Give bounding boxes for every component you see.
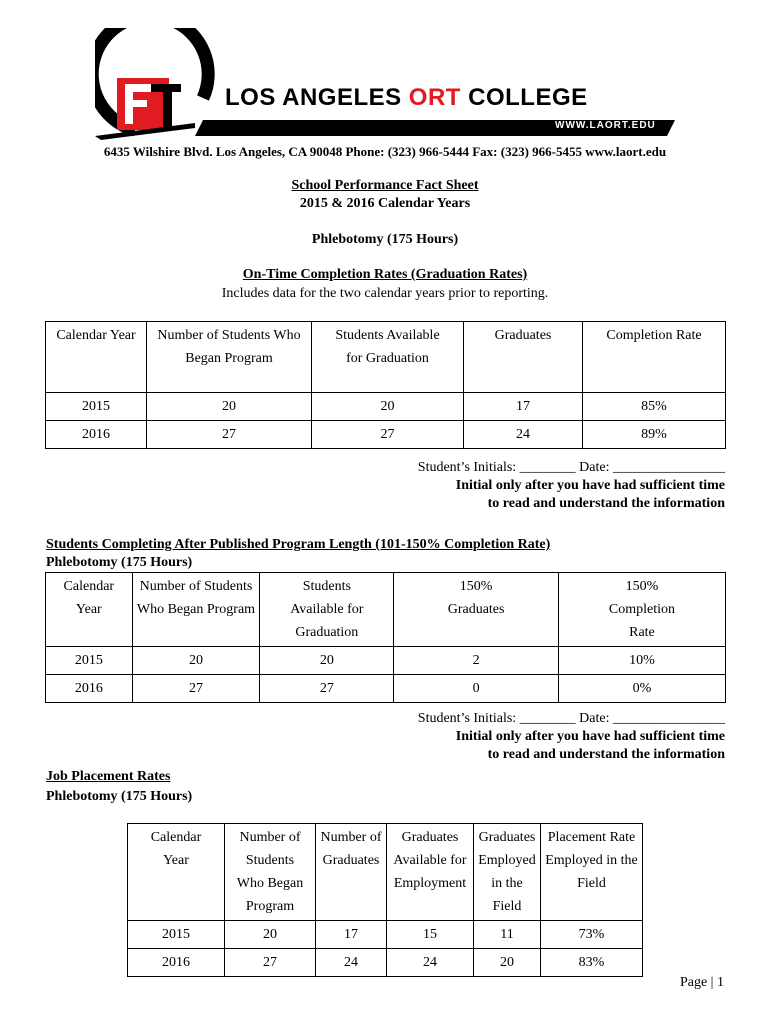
page-subtitle: 2015 & 2016 Calendar Years (299, 196, 471, 211)
table-cell: 17 (316, 921, 387, 949)
address-line: 6435 Wilshire Blvd. Los Angeles, CA 90048 Phone: (323) 966-5444 Fax: (323) 966-5455 www.laort.edu (103, 144, 667, 159)
college-name-part: LOS ANGELES (225, 84, 409, 111)
completion-heading: On-Time Completion Rates (Graduation Rates) (242, 267, 528, 282)
table-row (46, 647, 726, 675)
table-cell: 73% (541, 921, 643, 949)
table-cell: 10% (558, 647, 725, 675)
initials-note: Initial only after you have had sufficient time (455, 729, 725, 744)
table-cell: 17 (464, 393, 583, 421)
table-header-cell: Calendar Year (46, 322, 147, 393)
table-row (46, 675, 726, 703)
placement-program: Phlebotomy (175 Hours) (46, 789, 193, 804)
table-cell: 20 (260, 647, 394, 675)
table-cell: 0 (394, 675, 559, 703)
table-cell: 24 (387, 949, 474, 977)
college-name-part: COLLEGE (460, 84, 588, 111)
table-cell: 0% (558, 675, 725, 703)
table-cell: 2016 (46, 675, 133, 703)
page-number: Page | 1 (679, 975, 724, 990)
table-cell: 15 (387, 921, 474, 949)
table-cell: 27 (312, 421, 464, 449)
initials-block (418, 459, 725, 513)
table-cell: 2015 (46, 647, 133, 675)
table-header-cell: Graduates Employed in the Field (474, 824, 541, 921)
table-header-cell: Number of Graduates (316, 824, 387, 921)
table-cell: 27 (225, 949, 316, 977)
table-cell: 85% (583, 393, 726, 421)
table-header-cell: 150% Completion Rate (558, 573, 725, 647)
table-cell: 2016 (128, 949, 225, 977)
initials-line: Student’s Initials: ________ Date: ________________ (417, 711, 725, 726)
table-header-cell: 150% Graduates (394, 573, 559, 647)
table-cell: 11 (474, 921, 541, 949)
table-cell: 2015 (46, 393, 147, 421)
table-header-cell: Number of Students Who Began Program (225, 824, 316, 921)
table-header-row (128, 824, 643, 921)
table-cell: 24 (464, 421, 583, 449)
table-header-cell: Graduates (464, 322, 583, 393)
table-header-cell: Students Available for Graduation (260, 573, 394, 647)
initials-note: Initial only after you have had sufficient time (455, 478, 725, 493)
table-header-cell: Graduates Available for Employment (387, 824, 474, 921)
table-cell: 27 (132, 675, 260, 703)
placement-table (127, 823, 643, 977)
table-header-cell: Calendar Year (128, 824, 225, 921)
table-header-cell: Placement Rate Employed in the Field (541, 824, 643, 921)
table-cell: 27 (260, 675, 394, 703)
table-header-cell: Calendar Year (46, 573, 133, 647)
table-row (46, 393, 726, 421)
initials-block (418, 710, 725, 764)
extended-table (45, 572, 726, 703)
college-name-ort: ORT (408, 84, 461, 111)
table-cell: 2015 (128, 921, 225, 949)
table-cell: 20 (312, 393, 464, 421)
table-cell: 89% (583, 421, 726, 449)
table-cell: 2 (394, 647, 559, 675)
initials-line: Student’s Initials: ________ Date: ________________ (417, 460, 725, 475)
initials-note: to read and understand the information (487, 747, 725, 762)
table-header-cell: Completion Rate (583, 322, 726, 393)
completion-table (45, 321, 726, 449)
table-row (128, 921, 643, 949)
table-header-row (46, 573, 726, 647)
table-row (46, 421, 726, 449)
placement-heading: Job Placement Rates (46, 769, 171, 784)
program-name: Phlebotomy (175 Hours) (311, 232, 459, 247)
logo-url: WWW.LAORT.EDU (555, 120, 656, 131)
extended-heading: Students Completing After Published Program Length (101-150% Completion Rate) (46, 537, 551, 552)
initials-note: to read and understand the information (487, 496, 725, 511)
table-row (128, 949, 643, 977)
table-header-row (46, 322, 726, 393)
table-header-cell: Number of Students Who Began Program (147, 322, 312, 393)
table-cell: 2016 (46, 421, 147, 449)
table-cell: 27 (147, 421, 312, 449)
table-cell: 20 (147, 393, 312, 421)
table-header-cell: Number of Students Who Began Program (132, 573, 260, 647)
extended-program: Phlebotomy (175 Hours) (46, 555, 193, 570)
table-cell: 83% (541, 949, 643, 977)
page-title: School Performance Fact Sheet (291, 178, 479, 193)
table-cell: 20 (225, 921, 316, 949)
table-cell: 20 (474, 949, 541, 977)
table-cell: 24 (316, 949, 387, 977)
table-cell: 20 (132, 647, 260, 675)
college-name (225, 84, 588, 112)
table-header-cell: Students Available for Graduation (312, 322, 464, 393)
completion-subheading: Includes data for the two calendar years prior to reporting. (221, 286, 549, 301)
college-logo (95, 28, 685, 143)
